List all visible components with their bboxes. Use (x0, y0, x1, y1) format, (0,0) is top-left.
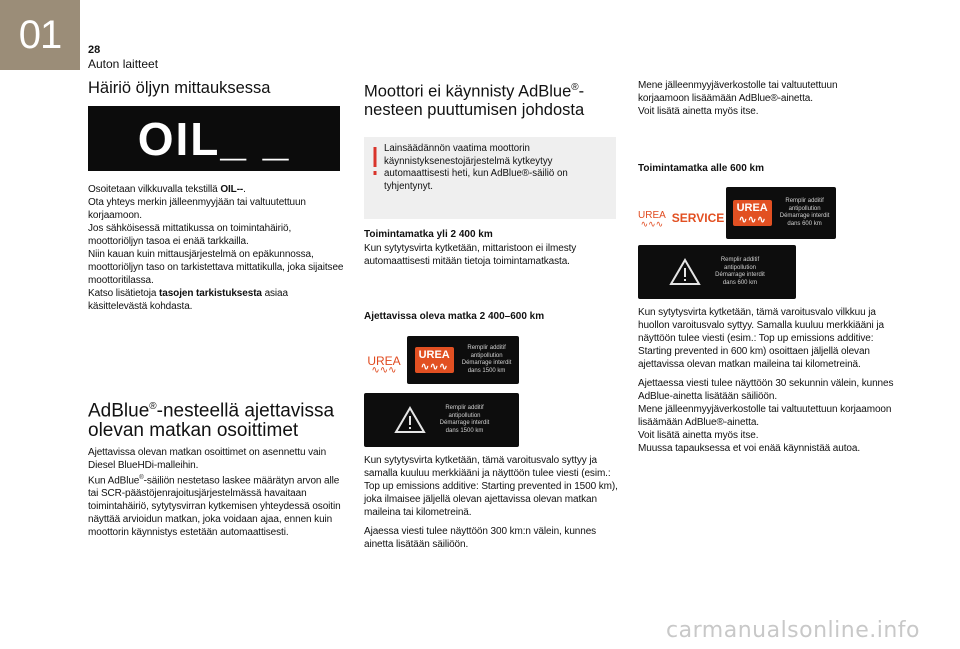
adblue-paragraph-2 (88, 472, 346, 539)
urea-warning-light (364, 349, 404, 379)
warning-triangle-icon-2 (669, 258, 701, 286)
warn-msg-600-line-2: antipollution (723, 264, 757, 271)
oil-section-title: Häiriö öljyn mittauksessa (88, 79, 271, 97)
msg-600-line-2: antipollution (788, 205, 821, 212)
warning-message-600 (715, 257, 765, 287)
oil-paragraph-5 (88, 287, 346, 313)
warn-msg-600-line-4: dans 600 km (722, 279, 758, 286)
range-2400-600-body (364, 454, 620, 557)
warning-text: Lainsäädännön vaatima moottorin käynnistyksenestojärjestelmä kytkeytyy automaattisesti heti, kun AdBlue®-säiliö on tyhjentynyt. (384, 143, 568, 192)
msg-600-line-1: Remplir additif (785, 198, 824, 204)
warning-triangle-icon (394, 406, 426, 434)
service-light-label: SERVICE (671, 211, 725, 225)
msg-600-line-3: Démarrage interdit (779, 213, 830, 219)
urea-display-600 (726, 187, 836, 239)
oil-p5-bold: tasojen tarkistuksesta (159, 288, 262, 299)
warning-display-600 (638, 245, 796, 299)
warning-message-1500 (440, 405, 490, 435)
oil-paragraph-1 (88, 183, 346, 196)
oil-section-body (88, 183, 346, 313)
warn-msg-1500-line-1: Remplir additif (445, 405, 484, 411)
message-600 (780, 198, 830, 228)
urea-label: UREA (367, 354, 401, 368)
oil-p1-after: . (243, 184, 246, 195)
urea-light-flashing (638, 210, 666, 227)
range-2400-600-paragraph-1: Kun sytytysvirta kytketään, tämä varoitusvalo syttyy ja samalla kuuluu merkkiääni ja näyttöön tulee viesti (esim.: Top up emissions additive: Starting prevented in 1500 km), joka ilmaisee jäljellä olevan ajettavissa olevan matkan maileina tai kilometreinä. (364, 455, 618, 518)
chapter-number: 01 (18, 12, 62, 57)
warn-msg-600-line-1: Remplir additif (720, 257, 760, 263)
warn-msg-1500-line-2: antipollution (448, 412, 481, 419)
warn-msg-1500-line-3: Démarrage interdit (439, 420, 490, 426)
warning-display-1500 (364, 393, 519, 447)
engine-title-line2: nesteen puuttumisen johdosta (364, 100, 585, 119)
range-over-2400-text: Kun sytytysvirta kytketään, mittaristoon ei ilmesty automaattisesti mitään tietoja toimintamatkasta. (364, 243, 577, 267)
range-under-600-paragraph-3: Mene jälleenmyyjäverkostolle tai valtuutettuun korjaamoon lisäämään AdBlue®-ainetta. (638, 404, 892, 428)
adblue-section-title (88, 397, 358, 441)
range-2400-600-paragraph-2: Ajaessa viesti tulee näyttöön 300 km:n välein, kunnes ainetta lisätään säiliöön. (364, 526, 597, 550)
urea-display-1500 (407, 336, 519, 384)
oil-paragraph-2: Ota yhteys merkin jälleenmyyjään tai valtuutettuun korjaamoon. (88, 197, 306, 221)
adblue-title-b: -nesteellä ajettavissa (156, 400, 335, 422)
warn-msg-1500-line-4: dans 1500 km (445, 427, 484, 434)
range-under-600-paragraph-5: Muussa tapauksessa et voi enää käynnistää autoa. (638, 443, 861, 454)
adblue-title-a: AdBlue (88, 400, 150, 422)
liquid-wave-icon-2: ∿∿∿ (640, 218, 664, 229)
adblue-title-line2: olevan matkan osoittimet (88, 420, 299, 442)
urea-display-label-2: UREA (736, 202, 768, 214)
range-under-600-paragraph-2: Ajettaessa viesti tulee näyttöön 30 sekunnin välein, kunnes AdBlue-ainetta lisätään säiliöön. (638, 378, 894, 402)
engine-title-a: Moottori ei käynnisty AdBlue (364, 82, 572, 101)
oil-display-text: OIL_ _ (137, 112, 291, 165)
wave-icon: ∿∿∿ (420, 361, 448, 373)
msg-600-line-4: dans 600 km (787, 220, 822, 227)
warning-callout (364, 137, 616, 219)
msg-1500-line-1: Remplir additif (467, 345, 506, 351)
adblue-title-sup: ® (149, 401, 157, 412)
chapter-tab (0, 0, 80, 70)
section-title: Auton laitteet (88, 57, 159, 71)
msg-1500-line-4: dans 1500 km (467, 367, 506, 374)
adblue-p2-b: -säiliön nestetaso laskee määrätyn arvon alle tai SCR-päästöjenrajoitusjärjestelmässä havaitaan toimintahäiriö, sytytysvirran kytkemisen yhteydessä osoitin näyttää arvioidun matkan, joka voidaan ajaa, ennen kuin moottorin käynnistys estetään automaattisesti. (88, 475, 341, 539)
oil-paragraph-3: Jos sähköisessä mittatikussa on toimintahäiriö, moottoriöljyn tasoa ei enää tarkkailla. (88, 223, 292, 247)
page-number: 28 (88, 44, 101, 56)
warn-msg-600-line-3: Démarrage interdit (715, 272, 765, 278)
liquid-wave-icon: ∿∿∿ (371, 365, 397, 376)
oil-paragraph-4: Niin kauan kuin mittausjärjestelmä on epäkunnossa, moottoriöljyn taso on tarkistettava mittatikulla, joka sijaitsee moottoritilassa. (88, 249, 344, 286)
engine-title-sup: ® (571, 82, 579, 93)
oil-p5-after: asiaa käsittelevästä kohdasta. (88, 288, 288, 312)
warning-exclamation-icon (372, 147, 378, 177)
range-2400-600-heading: Ajettavissa oleva matka 2 400–600 km (364, 311, 545, 322)
urea-display-label: UREA (418, 349, 450, 361)
urea-service-lights (638, 200, 726, 236)
adblue-p2-a: Kun AdBlue (88, 475, 140, 487)
engine-title-b: - (578, 82, 585, 101)
adblue-section-body (88, 446, 346, 539)
urea-label-2: UREA (638, 209, 666, 221)
dealer-text-top: Mene jälleenmyyjäverkostolle tai valtuutettuun korjaamoon lisäämään AdBlue®-ainetta. Voit lisätä ainetta myös itse. (638, 80, 838, 117)
wave-icon-2: ∿∿∿ (738, 214, 766, 226)
engine-section-title (364, 79, 624, 119)
urea-display-icon-2 (733, 200, 772, 226)
range-under-600-body (638, 306, 894, 455)
msg-1500-line-3: Démarrage interdit (461, 360, 512, 366)
message-1500 (462, 345, 512, 375)
urea-display-icon (415, 347, 454, 373)
range-under-600-heading: Toimintamatka alle 600 km (638, 163, 764, 174)
range-under-600-paragraph-4: Voit lisätä ainetta myös itse. (638, 430, 759, 441)
watermark: carmanualsonline.info (666, 618, 920, 643)
oil-p1-text: Osoitetaan vilkkuvalla tekstillä (88, 184, 221, 195)
oil-p5-text: Katso lisätietoja (88, 288, 160, 299)
msg-1500-line-2: antipollution (470, 352, 503, 359)
adblue-p2-sup: ® (139, 475, 144, 481)
range-under-600-paragraph-1: Kun sytytysvirta kytketään, tämä varoitusvalo vilkkuu ja huollon varoitusvalo syttyy. Samalla kuuluu merkkiääni ja näyttöön tulee viesti (esim.: Top up emissions additive: Starting prevented in 600 km) osoittaen jäljellä olevan ajettavissa olevan matkan maileina tai kilometreinä. (638, 307, 884, 370)
oil-p1-bold: OIL-- (220, 184, 244, 195)
range-over-2400-heading: Toimintamatka yli 2 400 km (364, 229, 493, 240)
adblue-paragraph-1: Ajettavissa olevan matkan osoittimet on asennettu vain Diesel BlueHDi-malleihin. (88, 447, 327, 471)
oil-display-image (88, 106, 340, 171)
